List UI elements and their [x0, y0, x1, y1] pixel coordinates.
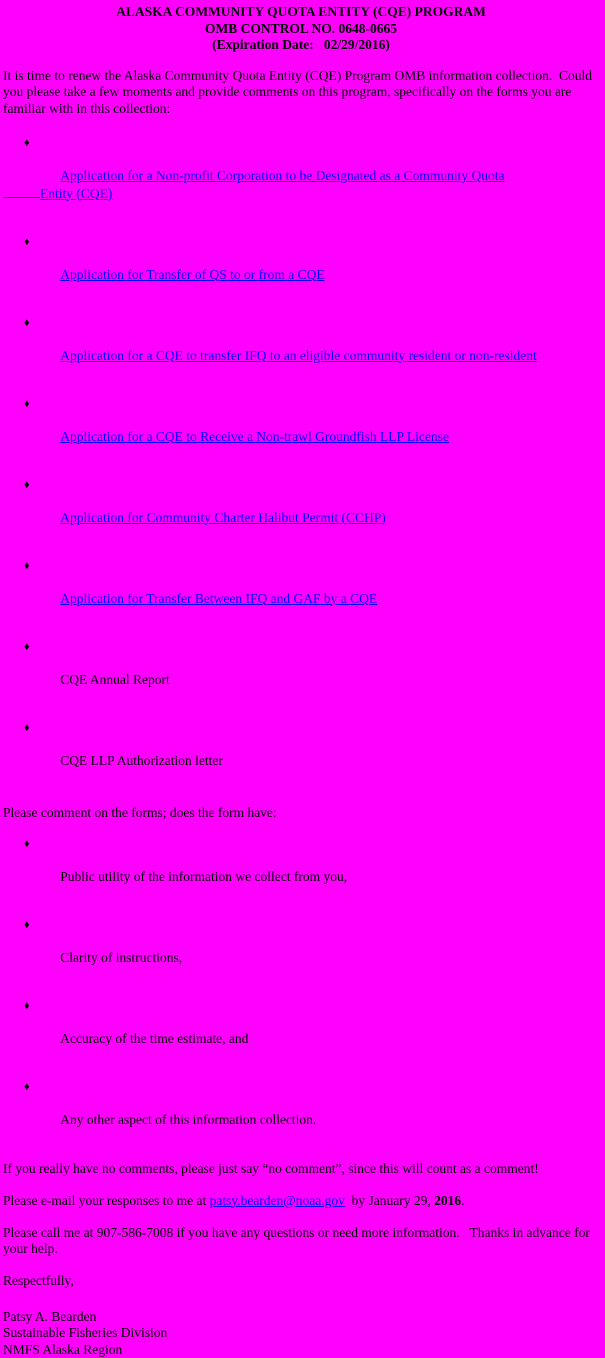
list-item [3, 315, 599, 381]
email-pre-text: Please e-mail your responses to me at [3, 1193, 210, 1208]
form-link-cchp[interactable]: Application for Community Charter Halibut Permit (CCHP) [60, 510, 385, 525]
form-link-llp-license[interactable]: Application for a CQE to Receive a Non-trawl Groundfish LLP License [60, 429, 449, 444]
list-item [3, 639, 599, 705]
diamond-bullet-icon: ♦ [24, 136, 30, 151]
signature-region: NMFS Alaska Region [3, 1342, 599, 1358]
form-link-ifq-gaf-transfer[interactable]: Application for Transfer Between IFQ and GAF by a CQE [60, 591, 377, 606]
email-post-text: . [461, 1193, 464, 1208]
form-item-llp-authorization: CQE LLP Authorization letter [60, 753, 223, 768]
signature-division: Sustainable Fisheries Division [3, 1325, 599, 1342]
form-link-transfer-ifq[interactable]: Application for a CQE to transfer IFQ to an eligible community resident or non-resident [60, 348, 537, 363]
diamond-bullet-icon: ♦ [24, 918, 30, 933]
signature-name: Patsy A. Bearden [3, 1309, 599, 1326]
email-mid-text: by January 29, [345, 1193, 434, 1208]
omb-control-number: OMB CONTROL NO. 0648-0665 [3, 21, 599, 38]
form-item-annual-report: CQE Annual Report [60, 672, 170, 687]
email-link[interactable]: patsy.bearden@noaa.gov [210, 1193, 345, 1208]
valediction: Respectfully, [3, 1273, 599, 1290]
signature-block [3, 1309, 599, 1358]
form-link-line1: Application for a Non-profit Corporation to be Designated as a Community Quota [60, 168, 504, 183]
comment-item-text: Clarity of instructions, [60, 950, 182, 965]
email-paragraph [3, 1193, 599, 1210]
diamond-bullet-icon: ♦ [24, 721, 30, 736]
list-item [3, 234, 599, 300]
comment-item-text: Accuracy of the time estimate, and [60, 1031, 248, 1046]
due-year: 2016 [434, 1193, 461, 1208]
diamond-bullet-icon: ♦ [24, 559, 30, 574]
phone-note: Please call me at 907-586-7008 if you have any questions or need more information. Thanks in advance for your help. [3, 1225, 599, 1258]
diamond-bullet-icon: ♦ [24, 397, 30, 412]
list-item [3, 135, 599, 219]
list-item [3, 396, 599, 462]
list-item [3, 477, 599, 543]
form-link-transfer-qs[interactable]: Application for Transfer of QS to or from a CQE [60, 267, 324, 282]
diamond-bullet-icon: ♦ [24, 640, 30, 655]
intro-paragraph: It is time to renew the Alaska Community Quota Entity (CQE) Program OMB information collection. Could you please take a few moments and provide comments on this program, specifically on the forms you are familiar with in this collection: [3, 68, 599, 118]
comment-prompt: Please comment on the forms; does the form have: [3, 805, 599, 822]
diamond-bullet-icon: ♦ [24, 316, 30, 331]
form-links-list [3, 135, 599, 786]
comment-item-text: Any other aspect of this information collection. [60, 1112, 316, 1127]
comment-item [3, 917, 599, 983]
comment-item [3, 836, 599, 902]
expiration-date: (Expiration Date: 02/29/2016) [3, 37, 599, 54]
form-link-nonprofit-designation[interactable] [40, 168, 505, 201]
diamond-bullet-icon: ♦ [24, 1080, 30, 1095]
diamond-bullet-icon: ♦ [24, 999, 30, 1014]
list-item [3, 558, 599, 624]
comment-item-text: Public utility of the information we collect from you, [60, 869, 347, 884]
no-comment-note: If you really have no comments, please just say “no comment”, since this will count as a comment! [3, 1161, 599, 1178]
doc-title: ALASKA COMMUNITY QUOTA ENTITY (CQE) PROGRAM [3, 4, 599, 21]
diamond-bullet-icon: ♦ [24, 837, 30, 852]
form-link-line2: Entity (CQE) [40, 186, 112, 201]
list-item [3, 720, 599, 786]
diamond-bullet-icon: ♦ [24, 478, 30, 493]
comment-item [3, 1079, 599, 1145]
comment-item [3, 998, 599, 1064]
diamond-bullet-icon: ♦ [24, 235, 30, 250]
comment-list [3, 836, 599, 1145]
tab-underline [3, 185, 40, 198]
